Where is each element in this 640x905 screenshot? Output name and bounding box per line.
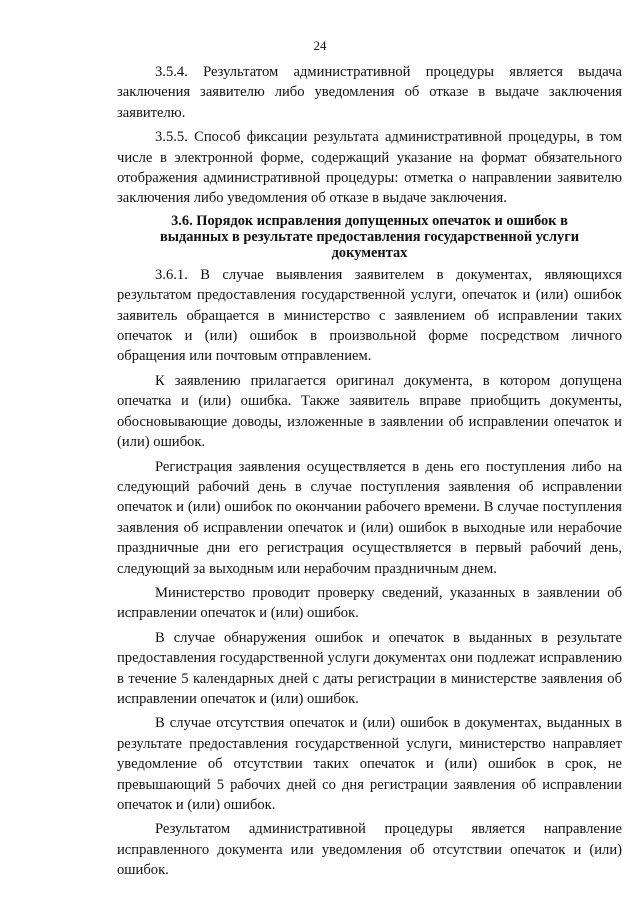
paragraph-procedure-result: Результатом административной процедуры является направление исправленного документа или уведомления об отсутствии опечаток и (или) ошибок. [117, 821, 622, 879]
paragraph-3-5-5: 3.5.5. Способ фиксации результата административной процедуры, в том числе в электронной форме, содержащий указание на формат обязательного отображения административной процедуры: отметка о направлении заявителю заключения либо уведомления об отказе в выдаче заключения. [117, 129, 622, 207]
paragraph-3-5-4: 3.5.4. Результатом административной процедуры является выдача заключения заявителю либо уведомления об отказе в выдаче заключения заявителю. [117, 64, 622, 121]
paragraph-3-6-1: 3.6.1. В случае выявления заявителем в документах, являющихся результатом предоставления государственной услуги, опечаток и (или) ошибок заявитель обращается в министерство с заявлением об исправлении таких опечаток и (или) ошибок в произвольной форме посредством личного обращения или почтовым отправлением. [117, 266, 622, 365]
paragraph-attachment: К заявлению прилагается оригинал документа, в котором допущена опечатка и (или) ошибка. Также заявитель вправе приобщить документы, обосновывающие доводы, изложенные в заявлении об исправлении опечаток и (или) ошибок. [117, 372, 622, 451]
section-heading-3-6: 3.6. Порядок исправления допущенных опечаток и ошибок в выданных в результате предоставления государственной услуги документах [159, 212, 580, 261]
paragraph-verification: Министерство проводит проверку сведений, указанных в заявлении об исправлении опечаток и (или) ошибок. [117, 584, 622, 622]
page-number: 24 [313, 38, 327, 53]
paragraph-no-errors-notice: В случае отсутствия опечаток и (или) ошибок в документах, выданных в результате предоставления государственной услуги, министерство направляет уведомление об отсутствии таких опечаток и (или) ошибок в срок, не превышающий 5 рабочих дней со дня регистрации заявления об исправлении опечаток и (или) ошибок. [117, 715, 622, 813]
paragraph-registration: Регистрация заявления осуществляется в день его поступления либо на следующий рабочий день в случае поступления заявления об исправлении опечаток и (или) ошибок по окончании рабочего времени. В случае поступления заявления об исправлении опечаток и (или) ошибок в выходные или нерабочие праздничные дни его регистрация осуществляется в первый рабочий день, следующий за выходным или нерабочим праздничным днем. [117, 458, 622, 577]
paragraph-correction-deadline: В случае обнаружения ошибок и опечаток в выданных в результате предоставления государственной услуги документах они подлежат исправлению в течение 5 календарных дней с даты регистрации в министерстве заявления об исправлении опечаток и (или) ошибок. [117, 629, 622, 707]
document-body [117, 62, 622, 885]
